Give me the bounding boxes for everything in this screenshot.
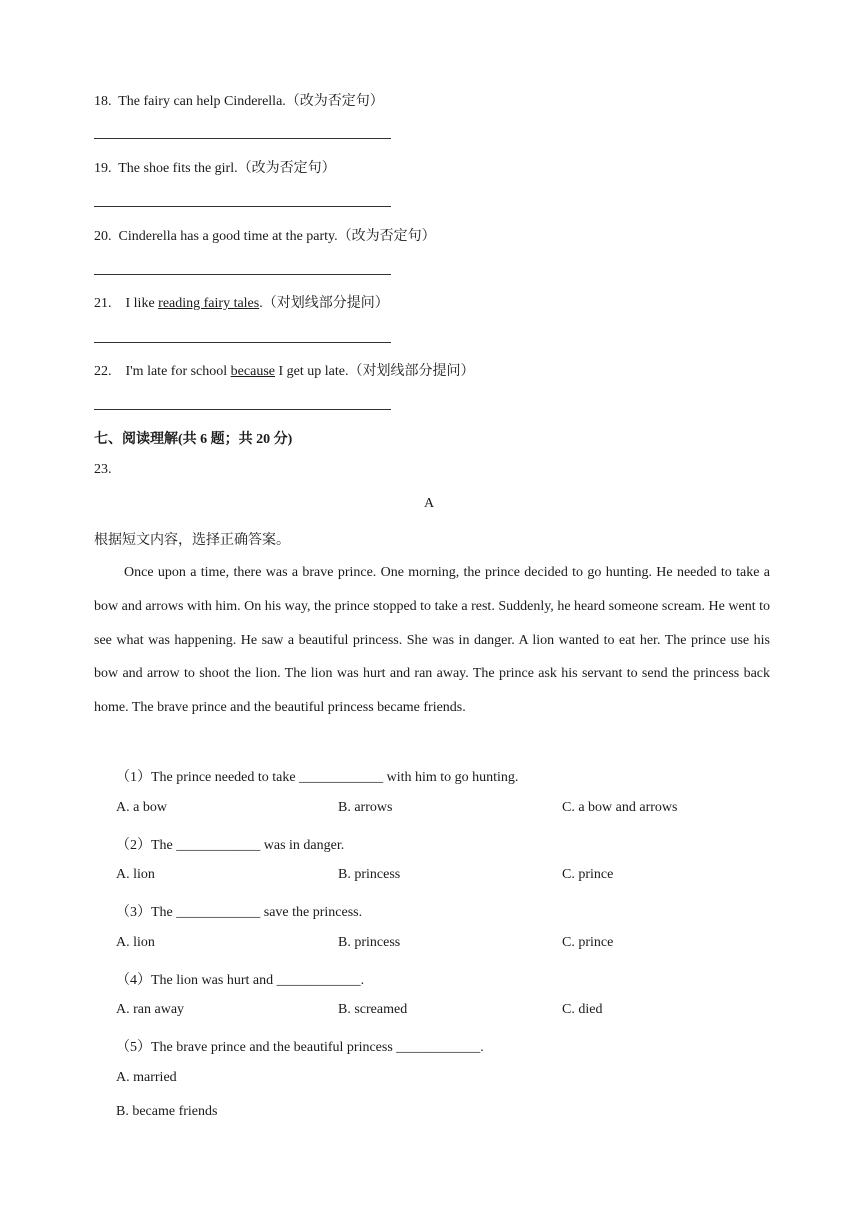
question-number: 19. [94, 161, 112, 176]
option-letter: B. [338, 867, 351, 882]
option-a[interactable] [116, 1070, 177, 1086]
question-number: 23. [94, 462, 112, 477]
option-text: married [133, 1070, 177, 1085]
sub-question-text: The prince needed to take ____________ with him to go hunting. [151, 770, 519, 785]
option-b[interactable] [116, 1104, 217, 1120]
option-a[interactable] [116, 1002, 184, 1018]
answer-line[interactable] [94, 409, 391, 410]
sub-question-text: The lion was hurt and ____________. [151, 973, 365, 988]
option-letter: B. [338, 800, 351, 815]
option-c[interactable] [562, 800, 677, 816]
sub-question-text: The ____________ was in danger. [151, 838, 345, 853]
question-18 [94, 90, 384, 110]
underlined-phrase: because [230, 364, 275, 379]
option-text: became friends [132, 1104, 218, 1119]
question-21 [94, 292, 389, 312]
option-a[interactable] [116, 867, 155, 883]
option-b[interactable] [338, 867, 400, 883]
option-letter: B. [338, 1002, 351, 1017]
option-text: died [578, 1002, 603, 1017]
option-text: lion [133, 935, 155, 950]
question-text: The shoe fits the girl. [118, 161, 238, 176]
question-text: Cinderella has a good time at the party. [118, 229, 338, 244]
option-text: princess [354, 935, 401, 950]
option-letter: A. [116, 800, 130, 815]
sub-question-text: The ____________ save the princess. [151, 905, 363, 920]
sub-question-2 [116, 834, 344, 854]
answer-line[interactable] [94, 138, 391, 139]
question-text-end: I get up late. [274, 364, 349, 379]
option-letter: C. [562, 800, 575, 815]
question-number: 20. [94, 229, 112, 244]
question-20 [94, 225, 436, 245]
reading-instruction: 根据短文内容，选择正确答案。 [94, 533, 290, 548]
question-19 [94, 157, 336, 177]
option-b[interactable] [338, 800, 392, 816]
option-text: ran away [133, 1002, 185, 1017]
option-letter: C. [562, 867, 575, 882]
option-text: prince [578, 935, 614, 950]
sub-question-1 [116, 766, 518, 786]
option-text: lion [133, 867, 155, 882]
option-c[interactable] [562, 1002, 602, 1018]
question-instruction: （改为否定句） [337, 229, 436, 244]
section-heading: 七、阅读理解(共 6 题；共 20 分) [94, 432, 293, 447]
sub-question-number: （5） [116, 1040, 151, 1055]
option-b[interactable] [338, 1002, 407, 1018]
option-letter: A. [116, 935, 130, 950]
question-instruction: （对划线部分提问） [348, 364, 475, 379]
answer-line[interactable] [94, 206, 391, 207]
option-text: a bow [133, 800, 167, 815]
passage-text: Once upon a time, there was a brave prince. One morning, the prince decided to go hunting. He needed to take a bow and arrows with him. On his way, the prince stopped to take a rest. Suddenly, he heard someone scream. He went to see what was happening. He saw a beautiful princess. She was in danger. A lion wanted to eat her. The prince use his bow and arrow to shoot the lion. The lion was hurt and ran away. The prince ask his servant to send the princess back home. The brave prince and the beautiful princess became friends. [94, 565, 770, 716]
option-text: prince [578, 867, 614, 882]
question-text: I like [125, 296, 159, 311]
reading-passage [94, 556, 770, 725]
option-text: a bow and arrows [578, 800, 678, 815]
sub-question-number: （2） [116, 838, 151, 853]
option-letter: A. [116, 1002, 130, 1017]
question-text-end: . [259, 296, 263, 311]
sub-question-3 [116, 901, 362, 921]
option-text: princess [354, 867, 401, 882]
answer-line[interactable] [94, 342, 391, 343]
underlined-phrase: reading fairy tales [158, 296, 260, 311]
question-number: 18. [94, 94, 112, 109]
question-22 [94, 360, 474, 380]
answer-line[interactable] [94, 274, 391, 275]
question-number: 22. [94, 364, 112, 379]
option-c[interactable] [562, 935, 613, 951]
option-a[interactable] [116, 935, 155, 951]
option-text: screamed [354, 1002, 408, 1017]
question-instruction: （对划线部分提问） [262, 296, 389, 311]
option-letter: A. [116, 1070, 130, 1085]
option-letter: B. [338, 935, 351, 950]
option-text: arrows [354, 800, 393, 815]
sub-question-number: （3） [116, 905, 151, 920]
sub-question-5 [116, 1036, 484, 1056]
sub-question-4 [116, 969, 364, 989]
question-instruction: （改为否定句） [285, 94, 384, 109]
option-letter: A. [116, 867, 130, 882]
option-c[interactable] [562, 867, 613, 883]
question-text: I'm late for school [125, 364, 231, 379]
sub-question-text: The brave prince and the beautiful princess ____________. [151, 1040, 484, 1055]
question-text: The fairy can help Cinderella. [118, 94, 286, 109]
option-letter: C. [562, 1002, 575, 1017]
question-number: 21. [94, 296, 112, 311]
option-b[interactable] [338, 935, 400, 951]
sub-question-number: （1） [116, 770, 151, 785]
option-letter: B. [116, 1104, 129, 1119]
passage-label: A [424, 496, 435, 511]
option-letter: C. [562, 935, 575, 950]
option-a[interactable] [116, 800, 167, 816]
question-instruction: （改为否定句） [237, 161, 336, 176]
sub-question-number: （4） [116, 973, 151, 988]
